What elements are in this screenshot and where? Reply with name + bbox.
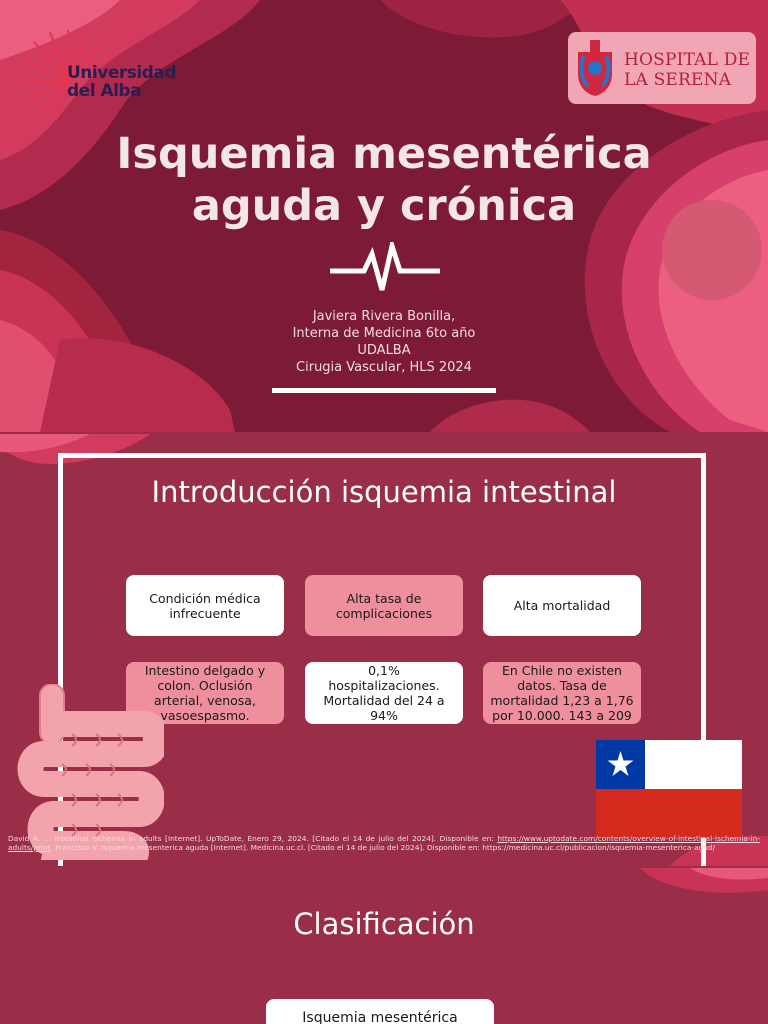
university-logo-text: Universidad del Alba (67, 63, 176, 101)
author-line: Interna de Medicina 6to año (292, 326, 476, 341)
reference-text: . Francisco V. Isquemia mesenterica aguda [Internet]. Medicina.uc.cl. [Citado el 14 de julio del 2024]. Disponible en: https://medicina.uc.cl/publicacion/isquemia-mesenterica-agud/ (50, 843, 716, 852)
title-slide (0, 0, 768, 432)
title-line-2: aguda y crónica (191, 181, 577, 231)
heartbeat-icon (330, 242, 440, 300)
card-mortality: Alta mortalidad (483, 575, 641, 636)
classification-slide (0, 868, 768, 1024)
hospital-logo-text: HOSPITAL DE LA SERENA (624, 50, 751, 90)
author-line: Javiera Rivera Bonilla, (312, 309, 456, 324)
reference-text: David A. ... intestinal ischemia in adults [Internet]. UpToDate, Enero 29, 2024. [Citado el 14 de julio del 2024]. Disponible en: (8, 834, 498, 843)
author-line: Cirugia Vascular, HLS 2024 (296, 360, 472, 375)
card-mesenteric-ischemia: Isquemia mesentérica (266, 999, 494, 1024)
title-divider (272, 388, 496, 393)
reference-link[interactable]: https://www.uptodate.com/contents/overview-of-intestinal-ischemia-in-adults/print (8, 834, 760, 852)
presentation-title (0, 128, 768, 232)
hospital-logo (568, 32, 756, 104)
card-complications: Alta tasa de complicaciones (305, 575, 463, 636)
author-line: UDALBA (357, 343, 411, 358)
references (8, 834, 760, 852)
hospital-shield-icon (574, 38, 616, 98)
card-hospitalizations: 0,1% hospitalizaciones. Mortalidad del 24 a 94% (305, 662, 463, 724)
slide-title: Clasificación (293, 907, 475, 941)
card-anatomy: Intestino delgado y colon. Oclusión arterial, venosa, vasoespasmo. (126, 662, 284, 724)
author-info (234, 308, 534, 376)
title-line-1: Isquemia mesentérica (116, 129, 652, 179)
card-chile-data: En Chile no existen datos. Tasa de mortalidad 1,23 a 1,76 por 10.000. 143 a 209 (483, 662, 641, 724)
chile-flag-icon (596, 740, 742, 838)
slide-title: Introducción isquemia intestinal (151, 475, 617, 509)
card-infrequent-condition: Condición médica infrecuente (126, 575, 284, 636)
intro-slide (0, 434, 768, 866)
